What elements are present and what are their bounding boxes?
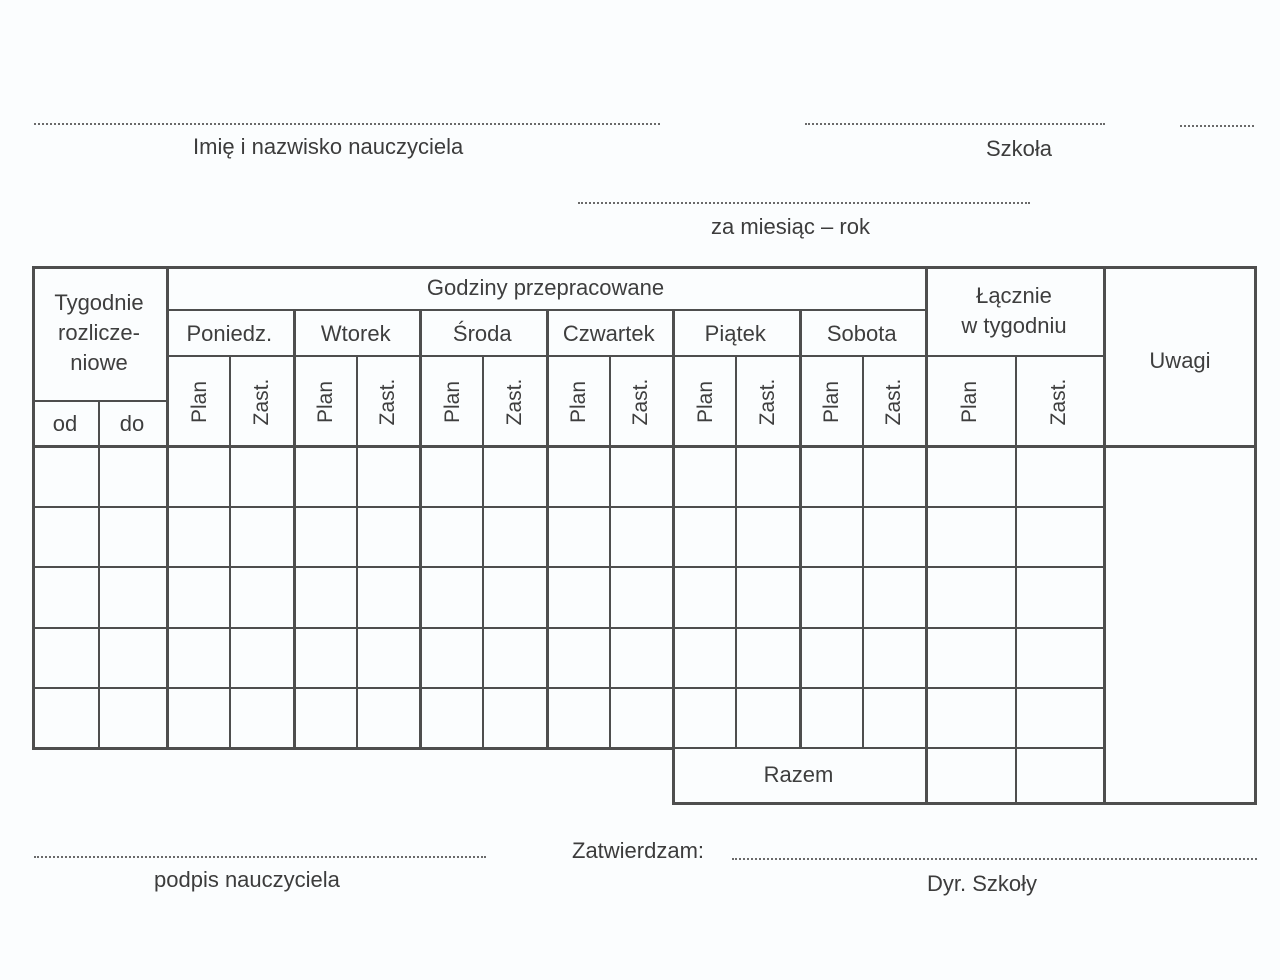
plan-cell[interactable] [674,568,733,625]
table-bottom-border-right [672,802,1257,805]
week-to-cell[interactable] [100,689,164,746]
day-header-1: Poniedz. [186,321,273,346]
sub-cell[interactable] [611,689,670,746]
week-from-cell[interactable] [34,568,96,625]
plan-cell[interactable] [168,508,227,565]
plan-cell[interactable] [801,629,860,686]
plan-cell[interactable] [801,508,860,565]
plan-cell[interactable] [168,689,227,746]
plan-label: Plan [820,380,844,424]
weekly-sub-cell[interactable] [1017,689,1101,746]
plan-cell[interactable] [674,447,733,504]
sub-label: Zast. [1047,378,1070,426]
plan-label: Plan [567,380,591,424]
plan-cell[interactable] [421,447,480,504]
plan-label: Plan [958,380,981,424]
table-top-border [32,266,1257,269]
plan-label: Plan [693,380,717,424]
weekly-total-header: Łącznie w tygodniu [961,283,1067,338]
sub-label: Zast. [629,378,653,426]
plan-cell[interactable] [295,629,354,686]
sub-cell[interactable] [231,447,290,504]
sub-label: Zast. [376,378,400,426]
month-year-caption: za miesiąc – rok [711,214,870,239]
plan-cell[interactable] [548,689,607,746]
plan-cell[interactable] [168,568,227,625]
plan-cell[interactable] [801,689,860,746]
weekly-plan-cell[interactable] [927,447,1013,504]
sub-cell[interactable] [737,447,796,504]
teacher-signature-caption: podpis nauczyciela [154,867,340,892]
total-sub-cell[interactable] [1017,749,1101,800]
weeks-header: Tygodnie rozlicze- niowe [54,290,144,375]
sub-cell[interactable] [231,508,290,565]
month-year-line[interactable] [578,202,1030,204]
sub-cell[interactable] [864,568,923,625]
plan-cell[interactable] [548,568,607,625]
sub-cell[interactable] [484,447,543,504]
plan-cell[interactable] [801,568,860,625]
weekly-sub-cell[interactable] [1017,508,1101,565]
sub-label: Zast. [755,378,779,426]
sub-cell[interactable] [611,568,670,625]
week-from-cell[interactable] [34,447,96,504]
sub-cell[interactable] [484,689,543,746]
weekly-plan-cell[interactable] [927,568,1013,625]
plan-label: Plan [187,380,211,424]
day-header-2: Wtorek [320,321,391,346]
plan-cell[interactable] [295,447,354,504]
plan-cell[interactable] [295,568,354,625]
weekly-sub-cell[interactable] [1017,629,1101,686]
hours-table [32,266,1257,806]
plan-cell[interactable] [168,447,227,504]
week-to-cell[interactable] [100,568,164,625]
sub-cell[interactable] [864,689,923,746]
week-from-cell[interactable] [34,689,96,746]
sub-cell[interactable] [358,447,417,504]
director-signature-line[interactable] [732,858,1257,860]
day-header-4: Czwartek [562,321,655,346]
plan-cell[interactable] [421,689,480,746]
day-header-divider [166,355,1103,357]
plan-cell[interactable] [421,568,480,625]
plan-cell[interactable] [168,629,227,686]
sub-cell[interactable] [737,689,796,746]
sub-cell[interactable] [611,447,670,504]
sub-label: Zast. [249,378,273,426]
weekly-plan-cell[interactable] [927,629,1013,686]
sub-cell[interactable] [737,508,796,565]
approve-label: Zatwierdzam: [572,838,705,863]
plan-cell[interactable] [674,508,733,565]
school-caption: Szkoła [986,136,1053,161]
plan-cell[interactable] [801,447,860,504]
plan-cell[interactable] [674,689,733,746]
notes-cell[interactable] [1105,447,1255,800]
teacher-name-caption: Imię i nazwisko nauczyciela [193,134,464,159]
weekly-plan-cell[interactable] [927,689,1013,746]
to-label: do [119,411,145,436]
total-plan-cell[interactable] [927,749,1013,800]
from-label: od [52,411,78,436]
sub-cell[interactable] [484,629,543,686]
notes-header: Uwagi [1149,348,1211,373]
week-to-cell[interactable] [100,447,164,504]
sub-cell[interactable] [737,568,796,625]
plan-cell[interactable] [421,508,480,565]
director-caption: Dyr. Szkoły [927,871,1038,896]
plan-cell[interactable] [295,689,354,746]
sub-cell[interactable] [231,568,290,625]
sub-cell[interactable] [611,629,670,686]
day-header-6: Sobota [826,321,897,346]
sub-cell[interactable] [611,508,670,565]
sub-cell[interactable] [864,447,923,504]
day-header-5: Piątek [704,321,766,346]
teacher-name-line[interactable] [34,123,660,125]
week-from-cell[interactable] [34,508,96,565]
sub-cell[interactable] [358,568,417,625]
week-from-cell[interactable] [34,629,96,686]
sub-cell[interactable] [484,508,543,565]
day-header-3: Środa [452,321,512,346]
weekly-sub-cell[interactable] [1017,447,1101,504]
sub-cell[interactable] [231,689,290,746]
plan-cell[interactable] [295,508,354,565]
sub-cell[interactable] [737,629,796,686]
plan-cell[interactable] [548,447,607,504]
sub-cell[interactable] [358,508,417,565]
plan-label: Plan [440,380,464,424]
week-to-cell[interactable] [100,629,164,686]
table-bottom-border-left [32,747,672,750]
sub-cell[interactable] [358,689,417,746]
plan-cell[interactable] [674,629,733,686]
sub-cell[interactable] [864,508,923,565]
week-to-cell[interactable] [100,508,164,565]
weekly-sub-cell[interactable] [1017,568,1101,625]
weekly-plan-cell[interactable] [927,508,1013,565]
plan-cell[interactable] [548,629,607,686]
sub-cell[interactable] [484,568,543,625]
plan-cell[interactable] [548,508,607,565]
plan-cell[interactable] [421,629,480,686]
school-line-extra[interactable] [1180,125,1254,127]
sub-cell[interactable] [864,629,923,686]
sub-cell[interactable] [231,629,290,686]
hours-worked-header: Godziny przepracowane [426,275,665,300]
sub-cell[interactable] [358,629,417,686]
sub-label: Zast. [502,378,526,426]
teacher-signature-line[interactable] [34,856,486,858]
razem-label: Razem [763,762,834,787]
school-line[interactable] [805,123,1105,125]
plan-label: Plan [314,380,338,424]
sub-label: Zast. [882,378,906,426]
